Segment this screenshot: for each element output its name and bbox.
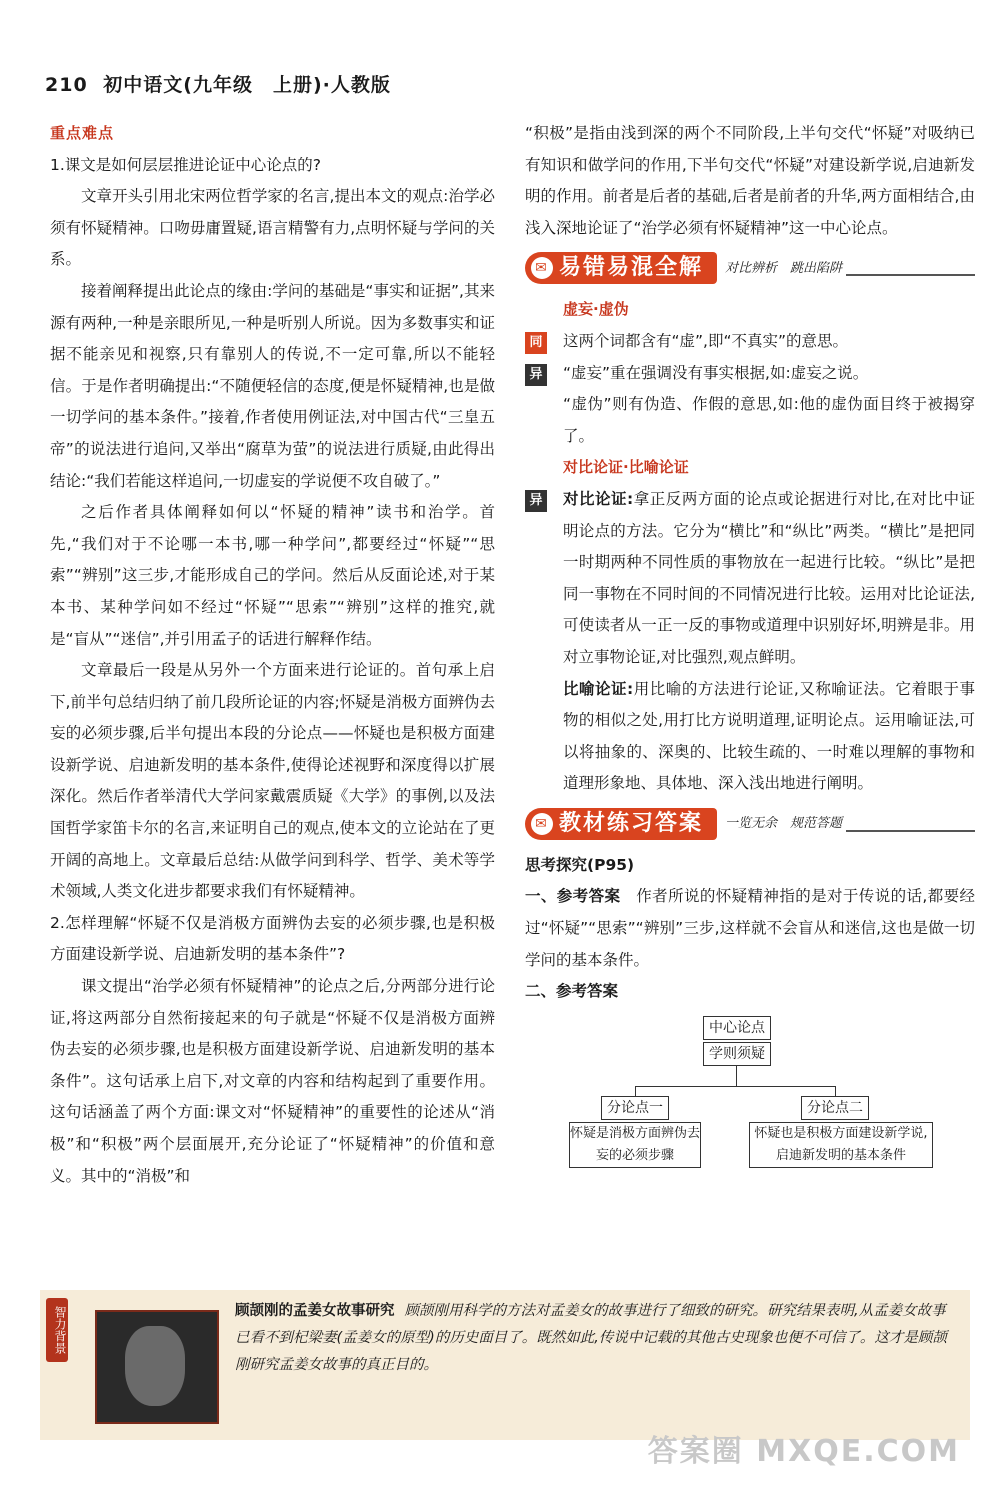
definition: 用比喻的方法进行论证,又称喻证法。它着眼于事物的相似之处,用打比方说明道理,证明论点。运用喻证法,可以将抽象的、深奥的、比较生疏的、一时难以理解的事物和道理形象地、具体地、深入浅出地进行阐明。 bbox=[563, 679, 975, 793]
question-2: 2.怎样理解“怀疑不仅是消极方面辨伪去妄的必须步骤,也是积极方面建设新学说、启迪新发明的基本条件”? bbox=[50, 913, 495, 964]
paragraph: 文章开头引用北宋两位哲学家的名言,提出本文的观点:治学必须有怀疑精神。口吻毋庸置疑,语言精警有力,点明怀疑与学问的关系。 bbox=[50, 187, 495, 269]
answer-2-label: 二、参考答案 bbox=[525, 982, 619, 1001]
term: 比喻论证: bbox=[563, 679, 634, 698]
question-1: 1.课文是如何层层推进论证中心论点的? bbox=[50, 155, 322, 174]
answer-label: 一、参考答案 bbox=[525, 887, 621, 906]
section-title: 易错易混全解 bbox=[559, 255, 704, 281]
megaphone-icon: ✉ bbox=[531, 813, 553, 835]
contrast-paragraph bbox=[563, 484, 975, 674]
diagram-branch-2: 分论点二 bbox=[801, 1096, 869, 1120]
answer-1 bbox=[525, 881, 975, 976]
same-row bbox=[525, 326, 975, 358]
connector bbox=[635, 1086, 835, 1087]
portrait-image bbox=[95, 1310, 219, 1424]
diff-mark: 异 bbox=[525, 490, 547, 512]
metaphor-paragraph bbox=[563, 674, 975, 800]
right-column bbox=[525, 118, 975, 1172]
connector bbox=[736, 1066, 737, 1086]
explore-heading: 思考探究(P95) bbox=[525, 855, 635, 874]
diff-mark: 异 bbox=[525, 364, 547, 386]
subsection-title: 对比论证·比喻论证 bbox=[563, 458, 689, 477]
diff-row bbox=[525, 484, 975, 800]
background-text bbox=[235, 1298, 960, 1379]
watermark: 答案圈 MXQE.COM bbox=[647, 1434, 960, 1469]
diagram-branch-1: 分论点一 bbox=[601, 1096, 669, 1120]
megaphone-icon: ✉ bbox=[531, 257, 553, 279]
background-tag: 智力背景 bbox=[46, 1298, 68, 1362]
section-tagline: 对比辨析 跳出陷阱 bbox=[725, 260, 843, 276]
divider bbox=[846, 830, 975, 832]
diagram-branch-1-text: 怀疑是消极方面辨伪去妄的必须步骤 bbox=[569, 1122, 701, 1168]
section-title-key-points: 重点难点 bbox=[50, 124, 115, 142]
connector bbox=[635, 1086, 636, 1096]
connector bbox=[835, 1086, 836, 1096]
section-title: 教材练习答案 bbox=[559, 810, 704, 836]
subsection-title: 虚妄·虚伪 bbox=[563, 300, 629, 319]
paragraph: 接着阐释提出此论点的缘由:学问的基础是“事实和证据”,其来源有两种,一种是亲眼所见,一种是听别人所说。因为多数事实和证据不能亲见和视察,只有靠别人的传说,不一定可靠,所以不能轻信。于是作者明确提出:“不随便轻信的态度,便是怀疑精神,也是做一切学问的基本条件。”接着,作者使用例证法,对中国古代“三皇五帝”的说法进行追问,又举出“腐草为萤”的说法进行质疑,由此得出结论:“我们若能这样追问,一切虚妄的学说便不攻自破了。” bbox=[50, 281, 495, 490]
diff-text: “虚伪”则有伪造、作假的意思,如:他的虚伪面目终于被揭穿了。 bbox=[563, 395, 975, 445]
diff-text: “虚妄”重在强调没有事实根据,如:虚妄之说。 bbox=[563, 363, 869, 382]
section-bar-answers bbox=[525, 808, 975, 840]
answer-text: 作者所说的怀疑精神指的是对于传说的话,都要经过“怀疑”“思索”“辨别”三步,这样就不会盲从和迷信,这也是做一切学问的基本条件。 bbox=[525, 887, 975, 969]
background-knowledge-box bbox=[40, 1290, 970, 1440]
diagram-center: 中心论点 bbox=[703, 1016, 771, 1040]
same-mark: 同 bbox=[525, 332, 547, 354]
paragraph: 课文提出“治学必须有怀疑精神”的论点之后,分两部分进行论证,将这两部分自然衔接起来的句子就是“怀疑不仅是消极方面辨伪去妄的必须步骤,也是积极方面建设新学说、启迪新发明的基本条件”。这句话承上启下,对文章的内容和结构起到了重要作用。这句话涵盖了两个方面:课文对“怀疑精神”的重要性的论述从“消极”和“积极”两个层面展开,充分论证了“怀疑精神”的价值和意义。其中的“消极”和 bbox=[50, 977, 495, 1185]
left-column bbox=[50, 118, 495, 1192]
background-title: 顾颉刚的孟姜女故事研究 bbox=[235, 1303, 395, 1319]
section-tagline: 一览无余 规范答题 bbox=[725, 816, 843, 832]
section-pill bbox=[525, 252, 717, 284]
portrait-face bbox=[125, 1326, 185, 1406]
book-title: 初中语文(九年级 上册)·人教版 bbox=[103, 74, 391, 96]
section-bar-confusables bbox=[525, 252, 975, 284]
page-number: 210 bbox=[45, 74, 88, 96]
page-header bbox=[45, 70, 391, 97]
diff-row bbox=[525, 358, 975, 453]
diagram-branch-2-text: 怀疑也是积极方面建设新学说,启迪新发明的基本条件 bbox=[749, 1122, 933, 1168]
same-text: 这两个词都含有“虚”,即“不真实”的意思。 bbox=[563, 331, 849, 350]
section-pill bbox=[525, 808, 717, 840]
term: 对比论证: bbox=[563, 489, 634, 508]
background-body: 顾颉刚用科学的方法对孟姜女的故事进行了细致的研究。研究结果表明,从孟姜女故事已看不到杞梁妻(孟姜女的原型)的历史面目了。既然如此,传说中记载的其他古史现象也便不可信了。这才是顾颉刚研究孟姜女故事的真正目的。 bbox=[235, 1303, 947, 1373]
divider bbox=[846, 274, 975, 276]
paragraph: “积极”是指由浅到深的两个不同阶段,上半句交代“怀疑”对吸纳已有知识和做学问的作用,下半句交代“怀疑”对建设新学说,启迪新发明的作用。前者是后者的基础,后者是前者的升华,两方面相结合,由浅入深地论证了“治学必须有怀疑精神”这一中心论点。 bbox=[525, 124, 975, 237]
definition: 拿正反两方面的论点或论据进行对比,在对比中证明论点的方法。它分为“横比”和“纵比”两类。“横比”是把同一时期两种不同性质的事物放在一起进行比较。“纵比”是把同一事物在不同时间的不同情况进行比较。运用对比论证法,可使读者从一正一反的事物或道理中识别好坏,明辨是非。用对立事物论证,对比强烈,观点鲜明。 bbox=[563, 489, 975, 666]
diagram-center-sub: 学则须疑 bbox=[703, 1042, 771, 1066]
paragraph: 文章最后一段是从另外一个方面来进行论证的。首句承上启下,前半句总结归纳了前几段所论证的内容;怀疑是消极方面辨伪去妄的必须步骤,后半句提出本段的分论点——怀疑也是积极方面建设新学说、启迪新发明的基本条件,使得论述视野和深度得以扩展深化。然后作者举清代大学问家戴震质疑《大学》的事例,以及法国哲学家笛卡尔的名言,来证明自己的观点,使本文的立论站在了更开阔的高地上。文章最后总结:从做学问到科学、哲学、美术等学术领域,人类文化进步都要求我们有怀疑精神。 bbox=[50, 661, 495, 901]
argument-diagram bbox=[525, 1012, 975, 1172]
paragraph: 之后作者具体阐释如何以“怀疑的精神”读书和治学。首先,“我们对于不论哪一本书,哪一种学问”,都要经过“怀疑”“思索”“辨别”这三步,才能形成自己的学问。然后从反面论述,对于某本书、某种学问如不经过“怀疑”“思索”“辨别”这样的推究,就是“盲从”“迷信”,并引用孟子的话进行解释作结。 bbox=[50, 503, 495, 648]
